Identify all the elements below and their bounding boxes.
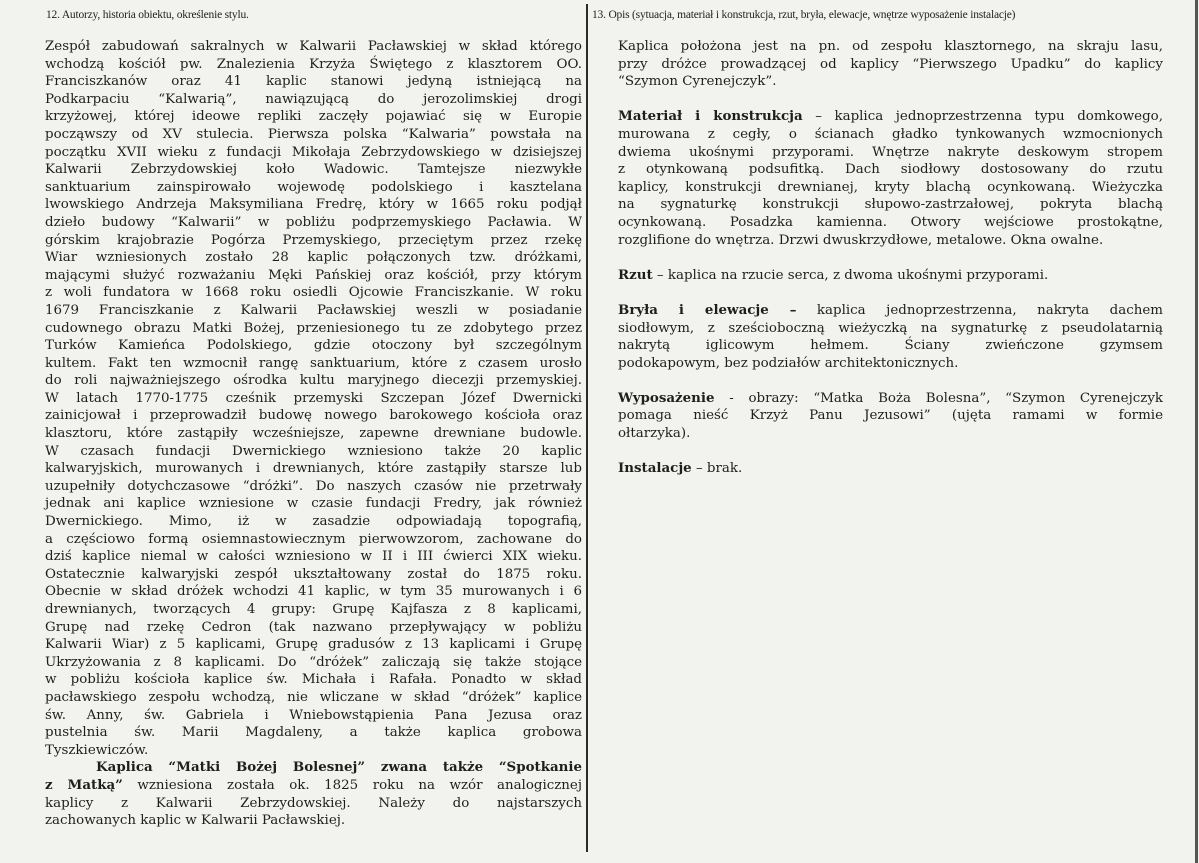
text-line bbox=[45, 267, 582, 285]
line-text: z otynkowaną podsufitką. Dach siodłowy dostosowany do rzutu bbox=[618, 162, 1163, 178]
line-text: zachowanych kaplic w Kalwarii Pacławskiej. bbox=[45, 813, 346, 829]
text-line bbox=[618, 407, 1163, 425]
text-line bbox=[45, 372, 582, 390]
line-text: górskim krajobrazie Pogórza Przemyskiego, przeciętym przez rzekę bbox=[45, 232, 582, 248]
text-line bbox=[45, 812, 582, 830]
text-line bbox=[45, 355, 582, 373]
line-text: pomaga nieść Krzyż Panu Jezusowi” (ujęta ramami w formie bbox=[618, 408, 1163, 424]
text-line bbox=[45, 583, 582, 601]
text-line bbox=[45, 108, 582, 126]
line-text: W czasach fundacji Dwernickiego wzniesiono także 20 kaplic bbox=[45, 443, 582, 459]
section-sytuacja bbox=[618, 38, 1163, 91]
line-text: – brak. bbox=[691, 461, 743, 477]
text-line bbox=[618, 232, 1163, 250]
line-text: dzieło budowy “Kalwarii” w pobliżu podprzemyskiego Pacławia. W bbox=[45, 214, 582, 230]
line-text: drewnianych, tworzących 4 grupy: Grupę Kajfasza z 8 kaplicami, bbox=[45, 602, 582, 617]
text-line bbox=[618, 161, 1163, 179]
line-text: - obrazy: “Matka Boża Bolesna”, “Szymon Cyrenejczyk bbox=[714, 390, 1163, 406]
line-text: klasztoru, które zastąpiły wcześniejsze, zapewne drewniane budowle. bbox=[45, 426, 582, 442]
text-line bbox=[618, 320, 1163, 338]
text-line bbox=[45, 531, 582, 549]
text-line bbox=[618, 460, 1163, 478]
text-line bbox=[618, 302, 1163, 320]
text-line bbox=[45, 724, 582, 742]
line-text: począwszy od XV stulecia. Pierwsza polska “Kalwaria” powstała na bbox=[45, 126, 582, 142]
line-text: początku XVII wieku z fundacji Mikołaja Zebrzydowskiego w dzisiejszej bbox=[45, 144, 582, 160]
line-text: kaplica jednoprzestrzenna, nakryta dachem bbox=[796, 302, 1163, 318]
line-text: W latach 1770-1775 cześnik przemyski Szczepan Józef Dwernicki bbox=[45, 390, 582, 406]
bold-heading: Materiał i konstrukcja bbox=[618, 108, 803, 125]
bold-heading: Bryła i elewacje – bbox=[618, 301, 797, 318]
text-line bbox=[618, 390, 1163, 408]
text-line bbox=[45, 284, 582, 302]
text-line bbox=[618, 196, 1163, 214]
section-bryla-i-elewacje bbox=[618, 302, 1163, 372]
text-line bbox=[45, 214, 582, 232]
line-text: nakrytą iglicowym hełmem. Ściany zwieńczone gzymsem bbox=[618, 338, 1163, 354]
text-line bbox=[618, 108, 1163, 126]
line-text: sanktuarium zainspirowało wojewodę podolskiego i kasztelana bbox=[45, 179, 582, 195]
section-rzut bbox=[618, 267, 1163, 285]
line-text: Turków Kamieńca Podolskiego, gdzie otoczony był szczególnym bbox=[45, 338, 582, 354]
text-line bbox=[618, 144, 1163, 162]
line-text: kaplicy, konstrukcji drewnianej, kryty blachą ocynkowaną. Wieżyczka bbox=[618, 179, 1163, 195]
text-line bbox=[45, 196, 582, 214]
text-line bbox=[45, 795, 582, 813]
description-column bbox=[618, 38, 1163, 495]
bold-heading: Kaplica “Matki Bożej Bolesnej” zwana także “Spotkanie bbox=[96, 759, 582, 776]
text-line bbox=[45, 689, 582, 707]
line-text: a częściowo formą osiemnastowiecznym pierwowzorom, zachowane do bbox=[45, 531, 582, 547]
line-text: kaplicy z Kalwarii Zebrzydowskiej. Należy do najstarszych bbox=[45, 795, 582, 811]
column-divider bbox=[586, 4, 588, 852]
line-text: siodłowym, z sześcioboczną wieżyczką na sygnaturkę z pseudolatarnią bbox=[618, 320, 1163, 336]
line-text: Wiar wzniesionych zostało 28 kaplic połączonych tzw. dróżkami, bbox=[45, 250, 582, 266]
text-line bbox=[618, 56, 1163, 74]
line-text: dziś kaplice niemal w całości wzniesiono w II i III ćwierci XIX wieku. bbox=[45, 549, 582, 565]
text-line bbox=[45, 601, 582, 619]
text-line bbox=[45, 38, 582, 56]
text-line bbox=[618, 337, 1163, 355]
text-line bbox=[45, 56, 582, 74]
bold-heading: Wyposażenie bbox=[618, 389, 715, 406]
text-line bbox=[45, 742, 582, 760]
text-line bbox=[45, 566, 582, 584]
line-text: – kaplica na rzucie serca, z dwoma ukośnymi przyporami. bbox=[652, 267, 1049, 283]
text-line bbox=[618, 38, 1163, 56]
line-text: podokapowym, bez podziałów architektonicznych. bbox=[618, 355, 959, 371]
section-13-header: 13. Opis (sytuacja, materiał i konstrukcja, rzut, bryła, elewacje, wnętrze wyposażenie instalacje) bbox=[592, 9, 1016, 21]
line-text: pacławskiego zespołu wchodzą, nie wliczane w skład “dróżek” kaplice bbox=[45, 689, 582, 705]
text-line bbox=[45, 460, 582, 478]
section-12-header: 12. Autorzy, historia obiektu, określenie stylu. bbox=[46, 9, 249, 21]
history-column bbox=[45, 38, 582, 830]
text-line bbox=[45, 144, 582, 162]
text-line bbox=[618, 126, 1163, 144]
line-text: Kalwarii Wiar) z 5 kaplicami, Grupę gradusów z 13 kaplicami i Grupę bbox=[45, 637, 582, 653]
line-text: Dwernickiego. Mimo, iż w zasadzie odpowiadają topografią, bbox=[45, 514, 582, 530]
text-line bbox=[618, 425, 1163, 443]
line-text: Ukrzyżowania z 8 kaplicami. Do “dróżek” zaliczają się także stojące bbox=[45, 654, 582, 670]
line-text: przy dróżce prowadzącej od kaplicy “Pierwszego Upadku” do kaplicy bbox=[618, 56, 1163, 72]
line-text: lwowskiego Andrzeja Maksymiliana Fredrę, który w 1665 roku podjął bbox=[45, 197, 582, 213]
line-text: na sygnaturkę konstrukcji słupowo-zastrzałowej, pokryta blachą bbox=[618, 197, 1163, 213]
text-line bbox=[45, 179, 582, 197]
line-text: Kalwarii Zebrzydowskiej koło Wadowic. Tamtejsze niezwykłe bbox=[45, 162, 582, 178]
line-text: Podkarpaciu “Kalwarią”, nawiązującą do jerozolimskiej drogi bbox=[45, 91, 582, 107]
paragraph bbox=[45, 759, 582, 829]
text-line bbox=[45, 302, 582, 320]
text-line bbox=[45, 443, 582, 461]
section-wyposazenie bbox=[618, 390, 1163, 443]
line-text: w pobliżu kościoła kaplice św. Michała i Rafała. Ponadto w skład bbox=[45, 672, 582, 688]
line-text: mającymi służyć rozważaniu Męki Pańskiej oraz kościół, przy którym bbox=[45, 267, 582, 283]
line-text: do roli najważniejszego ośrodka kultu maryjnego diecezji przemyskiej. bbox=[45, 373, 582, 389]
text-line bbox=[45, 249, 582, 267]
line-text: rozglifione do wnętrza. Drzwi dwuskrzydłowe, metalowe. Okna owalne. bbox=[618, 232, 1104, 248]
text-line bbox=[618, 267, 1163, 285]
text-line bbox=[45, 654, 582, 672]
line-text: kalwaryjskich, murowanych i drewnianych, które zastąpiły starsze lub bbox=[45, 461, 582, 477]
text-line bbox=[45, 425, 582, 443]
line-text: pustelnia św. Marii Magdaleny, a także kaplica grobowa bbox=[45, 725, 582, 741]
line-text: ocynkowaną. Posadzka kamienna. Otwory wejściowe prostokątne, bbox=[618, 214, 1163, 230]
text-line bbox=[45, 91, 582, 109]
text-line bbox=[45, 619, 582, 637]
line-text: Grupę nad rzekę Cedron (tak nazwano przepływający w pobliżu bbox=[45, 619, 582, 635]
line-text: 1679 Franciszkanie z Kalwarii Pacławskiej weszli w posiadanie bbox=[45, 302, 582, 318]
text-line bbox=[45, 495, 582, 513]
text-line bbox=[45, 390, 582, 408]
section-material-i-konstrukcja bbox=[618, 108, 1163, 249]
text-line bbox=[45, 671, 582, 689]
paragraph bbox=[45, 38, 582, 759]
line-text: z woli fundatora w 1668 roku osiedli Ojcowie Franciszkanie. W roku bbox=[45, 285, 582, 301]
line-text: jednak ani kaplice wzniesione w czasie fundacji Fredry, jak również bbox=[45, 496, 582, 512]
page-edge bbox=[1195, 0, 1198, 863]
text-line bbox=[45, 161, 582, 179]
text-line bbox=[618, 355, 1163, 373]
line-text: Franciszkanów oraz 41 kaplic stanowi jedyną istniejącą na bbox=[45, 74, 582, 90]
text-line bbox=[618, 214, 1163, 232]
text-line bbox=[45, 320, 582, 338]
text-line bbox=[45, 407, 582, 425]
line-text: dwiema ukośnymi przyporami. Wnętrze nakryte deskowym stropem bbox=[618, 144, 1163, 160]
line-text: “Szymon Cyrenejczyk”. bbox=[618, 74, 777, 90]
line-text: Zespół zabudowań sakralnych w Kalwarii Pacławskiej w skład którego bbox=[45, 39, 582, 54]
line-text: wchodzą kościół pw. Znalezienia Krzyża Świętego z klasztorem OO. bbox=[45, 56, 582, 72]
line-text: krzyżowej, której ideowe repliki zaczęły pojawiać się w Europie bbox=[45, 109, 582, 125]
line-text: uzupełniły dotychczasowe “dróżki”. Do naszych czasów nie przetrwały bbox=[45, 478, 582, 494]
text-line bbox=[45, 513, 582, 531]
text-line bbox=[45, 478, 582, 496]
bold-heading: Rzut bbox=[618, 266, 653, 283]
text-line bbox=[45, 126, 582, 144]
line-text: Obecnie w skład dróżek wchodzi 41 kaplic, w tym 35 murowanych i 6 bbox=[45, 584, 582, 600]
text-line bbox=[45, 548, 582, 566]
text-line bbox=[45, 759, 582, 777]
line-text: wzniesiona została ok. 1825 roku na wzór analogicznej bbox=[122, 777, 583, 793]
line-text: cudownego obrazu Matki Bożej, przeniesionego tu ze zdobytego przez bbox=[45, 320, 582, 336]
line-text: św. Anny, św. Gabriela i Wniebowstąpienia Pana Jezusa oraz bbox=[45, 707, 582, 723]
line-text: Tyszkiewiczów. bbox=[45, 742, 149, 758]
bold-heading: z Matką” bbox=[45, 776, 123, 793]
line-text: Kaplica położona jest na pn. od zespołu klasztornego, na skraju lasu, bbox=[618, 39, 1163, 54]
line-text: Ostatecznie kalwaryjski zespół ukształtowany został do 1875 roku. bbox=[45, 566, 582, 582]
text-line bbox=[45, 337, 582, 355]
text-line bbox=[45, 636, 582, 654]
text-line bbox=[45, 232, 582, 250]
text-line bbox=[45, 707, 582, 725]
line-text: zainicjował i przeprowadził budowę nowego barokowego kościoła oraz bbox=[45, 408, 582, 424]
line-text: kultem. Fakt ten wzmocnił rangę sanktuarium, które z czasem urosło bbox=[45, 355, 582, 371]
bold-heading: Instalacje bbox=[618, 460, 692, 477]
text-line bbox=[45, 777, 582, 795]
text-line bbox=[618, 73, 1163, 91]
line-text: murowana z cegły, o ścianach gładko tynkowanych wzmocnionych bbox=[618, 126, 1163, 142]
text-line bbox=[618, 179, 1163, 197]
text-line bbox=[45, 73, 582, 91]
section-instalacje bbox=[618, 460, 1163, 478]
line-text: ołtarzyka). bbox=[618, 426, 691, 442]
line-text: – kaplica jednoprzestrzenna typu domkowego, bbox=[802, 109, 1163, 125]
